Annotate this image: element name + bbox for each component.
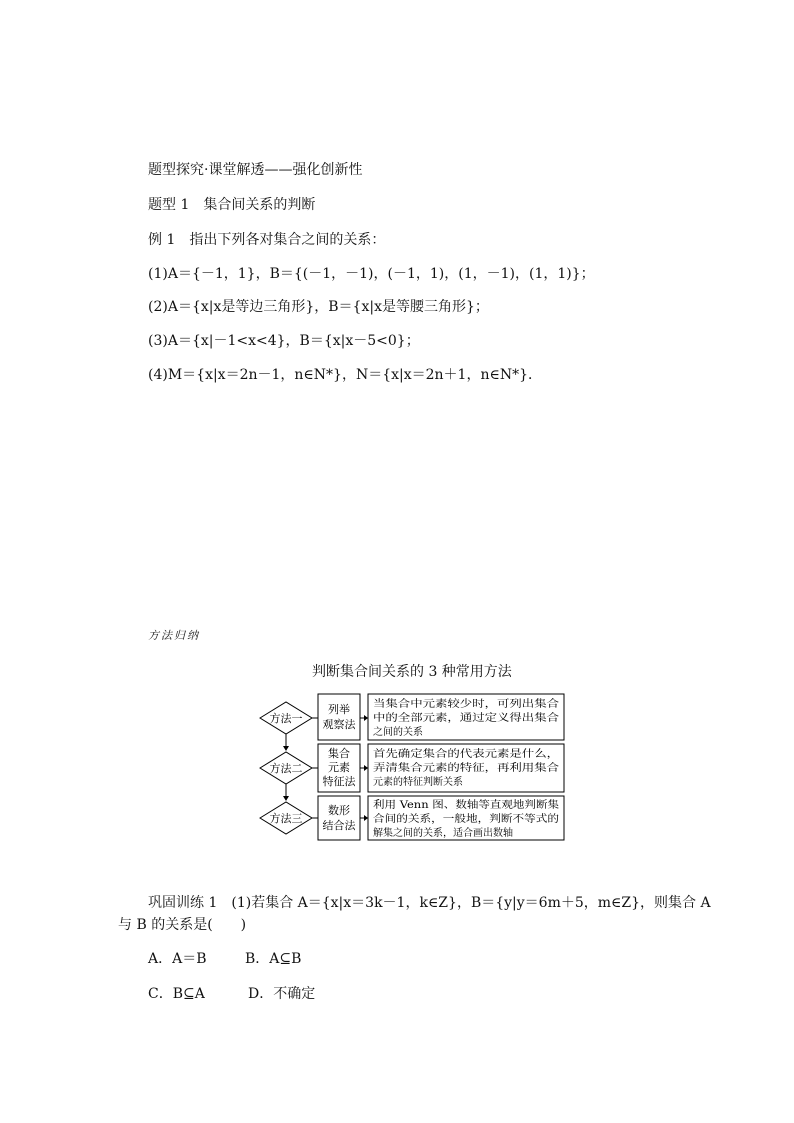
desc-3-line-2: 合间的关系，一般地，判断不等式的: [373, 814, 533, 825]
method-3-line-1: 数形: [328, 804, 350, 817]
desc-2-line-1: 首先确定集合的代表元素是什么，: [373, 749, 523, 760]
option-a: A．A＝B: [148, 951, 207, 967]
exercise-line-1: 巩固训练 1 (1)若集合 A＝{x|x＝3k－1，k∈Z}，B＝{y|y＝6m＋5，m∈Z}，则集合 A: [148, 895, 711, 911]
diamond-label-3: 方法三: [269, 812, 303, 825]
method-flowchart: [258, 692, 568, 842]
method-1-line-1: 列举: [328, 703, 350, 716]
method-summary-label: 方法归纳: [148, 629, 200, 642]
section-heading: 题型探究·课堂解透——强化创新性: [148, 162, 363, 178]
option-d: D．不确定: [248, 986, 316, 1002]
method-2-line-3: 特征法: [322, 775, 356, 788]
method-2-line-1: 集合: [328, 747, 350, 760]
desc-1-line-1: 当集合中元素较少时，可列出集合: [373, 699, 523, 710]
diamond-label-1: 方法一: [269, 712, 303, 725]
desc-3-line-3: 解集之间的关系，适合画出数轴: [373, 828, 513, 839]
method-3-line-2: 结合法: [322, 819, 356, 832]
example-prompt: 例 1 指出下列各对集合之间的关系：: [148, 232, 386, 248]
example-item-3: (3)A＝{x|－1<x<4}，B＝{x|x－5<0}；: [148, 333, 420, 349]
example-item-2: (2)A＝{x|x是等边三角形}，B＝{x|x是等腰三角形}；: [148, 299, 489, 315]
type-heading: 题型 1 集合间关系的判断: [148, 197, 316, 213]
method-box-1: [318, 694, 360, 740]
option-b: B．A⊆B: [245, 951, 302, 967]
option-c: C．B⊆A: [148, 986, 205, 1002]
exercise-line-2: 与 B 的关系是( ): [118, 917, 247, 933]
desc-2-line-2: 弄清集合元素的特征，再利用集合: [373, 763, 523, 774]
method-1-line-2: 观察法: [322, 718, 356, 731]
desc-1-line-2: 中的全部元素，通过定义得出集合: [373, 713, 523, 724]
diagram-title: 判断集合间关系的 3 种常用方法: [312, 664, 512, 680]
desc-3-line-1: 利用 Venn 图、数轴等直观地判断集: [373, 800, 535, 811]
method-2-line-2: 元素: [328, 761, 350, 774]
desc-1-line-3: 之间的关系: [373, 727, 423, 738]
diamond-label-2: 方法二: [269, 762, 303, 775]
example-item-4: (4)M＝{x|x＝2n－1，n∈N*}，N＝{x|x＝2n＋1，n∈N*}．: [148, 367, 542, 383]
method-box-3: [318, 796, 360, 840]
example-item-1: (1)A＝{－1，1}，B＝{(－1，－1)，(－1，1)，(1，－1)，(1，1)}；: [148, 266, 595, 282]
desc-2-line-3: 元素的特征判断关系: [373, 777, 463, 788]
